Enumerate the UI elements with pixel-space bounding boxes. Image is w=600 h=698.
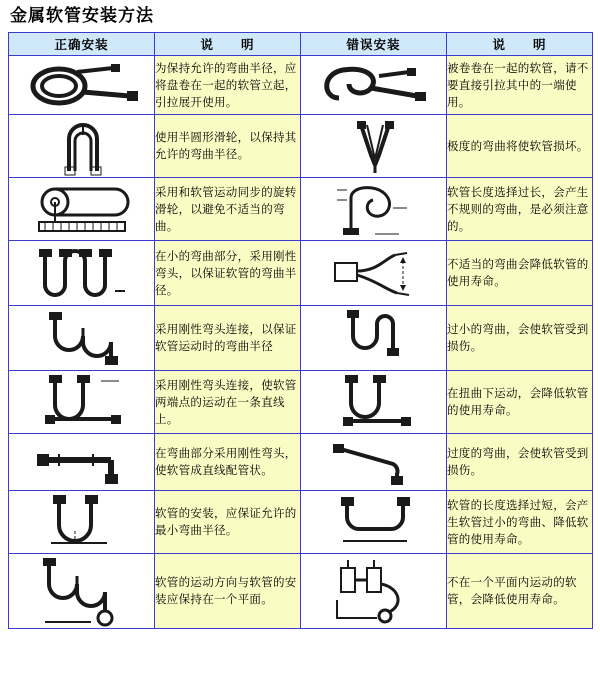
figure-rigid-elbow-u-bend [9, 306, 155, 371]
figure-too-long-hose-bracket [301, 491, 447, 554]
figure-straight-pipe-elbow [9, 434, 155, 491]
description-wrong: 在扭曲下运动，会降低软管的使用寿命。 [447, 371, 593, 434]
hose-diagram-icon [301, 554, 446, 628]
figure-too-small-bend [301, 306, 447, 371]
description-correct: 采用和软管运动同步的旋转滑轮，以避免不适当的弯曲。 [155, 178, 301, 241]
description-wrong: 过度的弯曲，会使软管受到损伤。 [447, 434, 593, 491]
hose-diagram-icon [9, 56, 154, 114]
figure-coiled-hose-upright [9, 56, 155, 115]
description-wrong: 被卷卷在一起的软管，请不要直接引拉其中的一端使用。 [447, 56, 593, 115]
description-correct: 在小的弯曲部分，采用刚性弯头，以保证软管的弯曲半径。 [155, 241, 301, 306]
page-title: 金属软管安装方法 [10, 6, 154, 26]
table-row [9, 371, 593, 434]
hose-diagram-icon [9, 241, 154, 305]
description-wrong: 过小的弯曲，会使软管受到损伤。 [447, 306, 593, 371]
figure-rigid-bend-small-radius [9, 241, 155, 306]
hose-diagram-icon [301, 178, 446, 240]
table-row [9, 241, 593, 306]
figure-out-of-plane-motion [301, 554, 447, 629]
hose-diagram-icon [9, 115, 154, 177]
table-row [9, 56, 593, 115]
figure-twisted-u-bend [301, 371, 447, 434]
installation-guide-table [8, 32, 593, 629]
figure-min-bend-radius-install [9, 491, 155, 554]
hose-diagram-icon [301, 306, 446, 370]
figure-rotating-pulley-chain [9, 178, 155, 241]
hose-diagram-icon [301, 56, 446, 114]
table-row [9, 306, 593, 371]
table-row [9, 178, 593, 241]
hose-diagram-icon [301, 371, 446, 433]
figure-coiled-hose-pulled [301, 56, 447, 115]
description-correct: 软管的运动方向与软管的安装应保持在一个平面。 [155, 554, 301, 629]
header-correct-install: 正确安装 [9, 33, 155, 56]
table-row [9, 115, 593, 178]
hose-diagram-icon [9, 178, 154, 240]
hose-diagram-icon [9, 371, 154, 433]
description-wrong: 极度的弯曲将使软管损坏。 [447, 115, 593, 178]
description-wrong: 不适当的弯曲会降低软管的使用寿命。 [447, 241, 593, 306]
hose-diagram-icon [301, 434, 446, 490]
table-row [9, 554, 593, 629]
hose-diagram-icon [9, 554, 154, 628]
hose-diagram-icon [9, 491, 154, 553]
figure-sharp-bend-pulley [301, 115, 447, 178]
hose-diagram-icon [301, 491, 446, 553]
description-correct: 采用刚性弯头连接，使软管两端点的运动在一条直线上。 [155, 371, 301, 434]
hose-diagram-icon [9, 306, 154, 370]
figure-improper-bend-arrow [301, 241, 447, 306]
hose-diagram-icon [301, 241, 446, 305]
header-wrong-description: 说 明 [447, 33, 593, 56]
description-correct: 采用刚性弯头连接，以保证软管运动时的弯曲半径 [155, 306, 301, 371]
figure-loose-long-hose [301, 178, 447, 241]
description-correct: 软管的安装，应保证允许的最小弯曲半径。 [155, 491, 301, 554]
hose-diagram-icon [9, 434, 154, 490]
table-header-row [9, 33, 593, 56]
description-wrong: 软管长度选择过长，会产生不规则的弯曲，是必须注意的。 [447, 178, 593, 241]
figure-same-plane-motion [9, 554, 155, 629]
header-wrong-install: 错误安装 [301, 33, 447, 56]
figure-rigid-elbow-straight-line [9, 371, 155, 434]
table-row [9, 434, 593, 491]
header-correct-description: 说 明 [155, 33, 301, 56]
description-wrong: 不在一个平面内运动的软管，会降低使用寿命。 [447, 554, 593, 629]
description-correct: 在弯曲部分采用刚性弯头，使软管成直线配管状。 [155, 434, 301, 491]
description-wrong: 软管的长度选择过短，会产生软管过小的弯曲、降低软管的使用寿命。 [447, 491, 593, 554]
figure-over-bent-elbow [301, 434, 447, 491]
description-correct: 使用半圆形滑轮，以保持其允许的弯曲半径。 [155, 115, 301, 178]
hose-diagram-icon [301, 115, 446, 177]
description-correct: 为保持允许的弯曲半径，应将盘卷在一起的软管立起，引拉展开使用。 [155, 56, 301, 115]
figure-half-round-pulley [9, 115, 155, 178]
table-row [9, 491, 593, 554]
